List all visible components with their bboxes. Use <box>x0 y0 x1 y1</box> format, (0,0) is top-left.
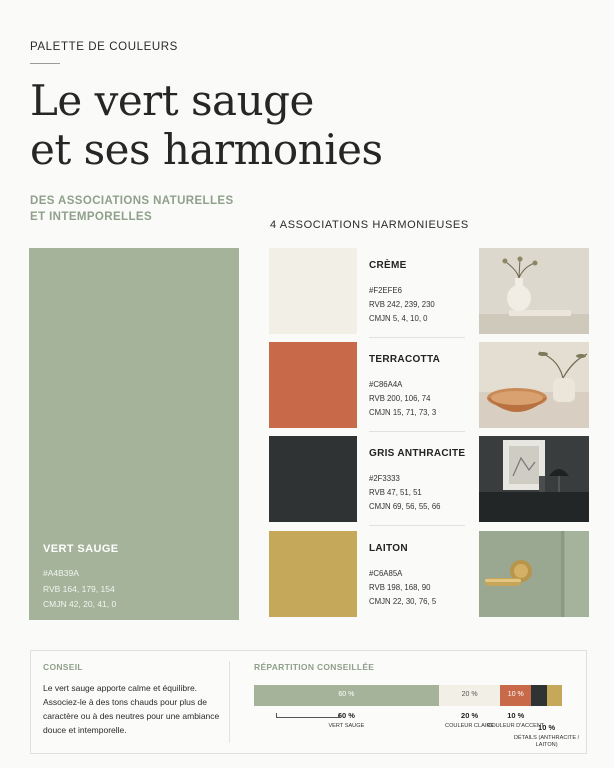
color-name: GRIS ANTHRACITE <box>369 448 466 459</box>
title-line-2: et ses harmonies <box>30 125 383 174</box>
color-rgb: RVB 198, 168, 90 <box>369 583 431 592</box>
label-description: VERT SAUGE <box>328 723 365 729</box>
repartition-title: RÉPARTITION CONSEILLÉE <box>254 662 375 672</box>
vase-with-branches-photo <box>479 248 589 334</box>
color-rgb: RVB 200, 106, 74 <box>369 394 431 403</box>
color-swatch <box>269 342 357 428</box>
panel-separator <box>229 661 230 743</box>
repartition-segment <box>439 685 501 706</box>
color-swatch <box>269 436 357 522</box>
dark-sideboard-photo <box>479 436 589 522</box>
main-color-cmyk: CMJN 42, 20, 41, 0 <box>43 599 117 609</box>
color-cmyk: CMJN 5, 4, 10, 0 <box>369 314 428 323</box>
main-color-rgb: RVB 164, 179, 154 <box>43 583 115 594</box>
terracotta-bowl-photo <box>479 342 589 428</box>
label-percent: 10 % <box>507 711 525 720</box>
main-color-swatch <box>29 248 239 620</box>
color-rgb: RVB 47, 51, 51 <box>369 488 422 497</box>
title-line-1: Le vert sauge <box>30 76 314 125</box>
color-hex: #C86A4A <box>369 380 403 389</box>
color-swatch <box>269 248 357 334</box>
color-name: CRÈME <box>369 260 407 271</box>
main-color-hex: #A4B39A <box>43 568 79 578</box>
label-description: COULEUR D'ACCENT <box>487 723 545 729</box>
association-row-gris-anthracite <box>269 436 589 522</box>
conseil-text: Le vert sauge apporte calme et équilibre. Associez-le à des tons chauds pour plus de caractère ou à des neutres pour une ambiance douce et intemporelle. <box>43 683 220 735</box>
repartition-segment <box>531 685 546 706</box>
color-name: TERRACOTTA <box>369 354 441 365</box>
color-rgb: RVB 242, 239, 230 <box>369 300 435 309</box>
main-color-codes <box>43 566 116 613</box>
color-hex: #C6A85A <box>369 569 403 578</box>
color-swatch <box>269 531 357 617</box>
association-row-creme <box>269 248 589 334</box>
associations-heading: 4 ASSOCIATIONS HARMONIEUSES <box>270 219 469 231</box>
repartition-segment <box>254 685 439 706</box>
label-description: DÉTAILS (ANTHRACITE / LAITON) <box>514 735 580 748</box>
label-description: COULEUR CLAIRE <box>445 723 495 729</box>
main-color-name: VERT SAUGE <box>43 543 119 555</box>
conseil-title: CONSEIL <box>43 662 83 672</box>
label-percent: 10 % <box>538 723 556 732</box>
segment-percent: 20 % <box>461 691 478 698</box>
association-row-terracotta <box>269 342 589 428</box>
color-cmyk: CMJN 15, 71, 73, 3 <box>369 408 437 417</box>
advice-panel <box>30 650 587 754</box>
color-cmyk: CMJN 69, 56, 55, 66 <box>369 502 441 511</box>
repartition-label <box>507 723 587 749</box>
color-name: LAITON <box>369 543 408 554</box>
repartition-segment <box>500 685 531 706</box>
brass-handle-photo <box>479 531 589 617</box>
row-divider <box>369 525 465 526</box>
color-hex: #F2EFE6 <box>369 286 402 295</box>
page-title <box>30 76 383 174</box>
segment-percent: 60 % <box>338 691 355 698</box>
details-bracket <box>276 713 340 718</box>
repartition-bar <box>254 685 562 706</box>
eyebrow-rule <box>30 63 60 64</box>
row-divider <box>369 337 465 338</box>
segment-percent: 10 % <box>507 691 524 698</box>
color-hex: #2F3333 <box>369 474 400 483</box>
repartition-segment <box>547 685 562 706</box>
eyebrow: PALETTE DE COULEURS <box>30 41 178 53</box>
association-row-laiton <box>269 531 589 617</box>
label-percent: 60 % <box>337 711 355 720</box>
row-divider <box>369 431 465 432</box>
color-cmyk: CMJN 22, 30, 76, 5 <box>369 597 437 606</box>
label-percent: 20 % <box>461 711 479 720</box>
subtitle: DES ASSOCIATIONS NATURELLES ET INTEMPORELLES <box>30 195 234 223</box>
